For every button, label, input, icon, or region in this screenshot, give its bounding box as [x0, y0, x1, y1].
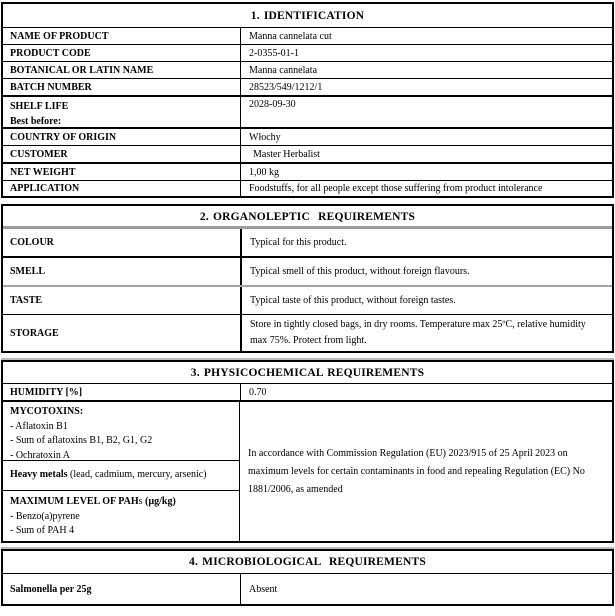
table-row-salmonella — [3, 574, 612, 604]
row-value: Typical smell of this product, without foreign flavours. — [240, 258, 612, 285]
regulation-note: In accordance with Commission Regulation (EU) 2023/915 of 25 April 2023 on maximum levels for certain contaminants in food and repealing Regulation (EC) No 1881/2006, as amended — [248, 447, 585, 495]
mycotoxins-heading: MYCOTOXINS: — [10, 406, 84, 417]
row-label: APPLICATION — [10, 183, 80, 194]
row-value: Manna cannelata — [240, 62, 612, 78]
best-before-label: Best before: — [10, 116, 62, 127]
regulation-note-cell — [240, 402, 612, 541]
pah-item: - Sum of PAH 4 — [10, 525, 75, 536]
section-title-identification: 1. IDENTIFICATION — [3, 4, 612, 28]
table-row-storage — [3, 315, 612, 351]
row-label: Salmonella per 25g — [10, 583, 92, 595]
row-value: 0.70 — [240, 384, 612, 400]
row-label: COUNTRY OF ORIGIN — [10, 131, 117, 143]
row-value: 28523/549/1212/1 — [240, 79, 612, 95]
mycotoxin-item: - Ochratoxin A — [10, 449, 70, 461]
physicochemical-table — [1, 360, 614, 543]
row-value: Absent — [240, 574, 612, 604]
table-row-customer — [3, 146, 612, 164]
contaminants-labels-column — [3, 402, 240, 541]
table-row-name-of-product — [3, 28, 612, 45]
row-label: NAME OF PRODUCT — [10, 30, 109, 42]
row-label: SMELL — [10, 266, 46, 277]
row-value: 2028-09-30 — [240, 97, 612, 127]
product-specification-document — [0, 2, 615, 606]
table-row-net-weight — [3, 164, 612, 181]
mycotoxin-item: - Sum of aflatoxins B1, B2, G1, G2 — [10, 435, 153, 446]
row-label: BOTANICAL OR LATIN NAME — [10, 64, 154, 76]
row-label: PRODUCT CODE — [10, 47, 91, 59]
pah-heading: MAXIMUM LEVEL OF PAHs (µg/kg) — [10, 496, 176, 507]
row-label: STORAGE — [10, 327, 59, 339]
row-value: Store in tightly closed bags, in dry rooms. Temperature max 25ºC, relative humidity max 75%. Protect from light. — [240, 315, 612, 351]
microbiological-table — [1, 549, 614, 606]
table-row-humidity — [3, 384, 612, 402]
table-row-batch-number — [3, 79, 612, 97]
row-value: 1,00 kg — [240, 164, 612, 180]
section-title-physicochemical: 3. PHYSICOCHEMICAL REQUIREMENTS — [3, 362, 612, 384]
identification-table — [1, 2, 614, 198]
mycotoxins-block — [3, 402, 239, 461]
row-value: Typical for this product. — [240, 229, 612, 256]
row-label: TASTE — [10, 295, 43, 306]
table-row-botanical-name — [3, 62, 612, 79]
table-row-smell — [3, 258, 612, 287]
row-label: CUSTOMER — [10, 148, 68, 160]
heavy-metals-block — [3, 461, 239, 491]
contaminants-body — [3, 402, 612, 541]
table-row-country-of-origin — [3, 129, 612, 146]
row-value: Foodstuffs, for all people except those suffering from product intolerance — [240, 181, 612, 196]
table-row-colour — [3, 229, 612, 258]
row-label: HUMIDITY [%] — [10, 386, 83, 398]
row-label — [3, 97, 240, 127]
table-row-application — [3, 181, 612, 196]
pah-item: - Benzo(a)pyrene — [10, 510, 80, 522]
table-row-shelf-life — [3, 97, 612, 129]
row-value: Manna cannelata cut — [240, 28, 612, 44]
table-row-product-code — [3, 45, 612, 62]
table-row-taste — [3, 287, 612, 315]
row-label: COLOUR — [10, 237, 54, 248]
section-title-organoleptic: 2. ORGANOLEPTIC REQUIREMENTS — [3, 206, 612, 229]
organoleptic-table — [1, 204, 614, 353]
row-value: Włochy — [240, 129, 612, 145]
row-label: NET WEIGHT — [10, 166, 76, 178]
heavy-metals-label: Heavy metals (lead, cadmium, mercury, arsenic) — [10, 469, 207, 481]
mycotoxin-item: - Aflatoxin B1 — [10, 420, 68, 432]
row-value: Master Herbalist — [240, 146, 612, 162]
row-label: BATCH NUMBER — [10, 81, 92, 93]
shelf-life-label: SHELF LIFE — [10, 101, 69, 112]
row-value: 2-0355-01-1 — [240, 45, 612, 61]
pah-block — [3, 491, 239, 541]
section-title-microbiological: 4. MICROBIOLOGICAL REQUIREMENTS — [3, 551, 612, 574]
row-value: Typical taste of this product, without foreign tastes. — [240, 287, 612, 314]
